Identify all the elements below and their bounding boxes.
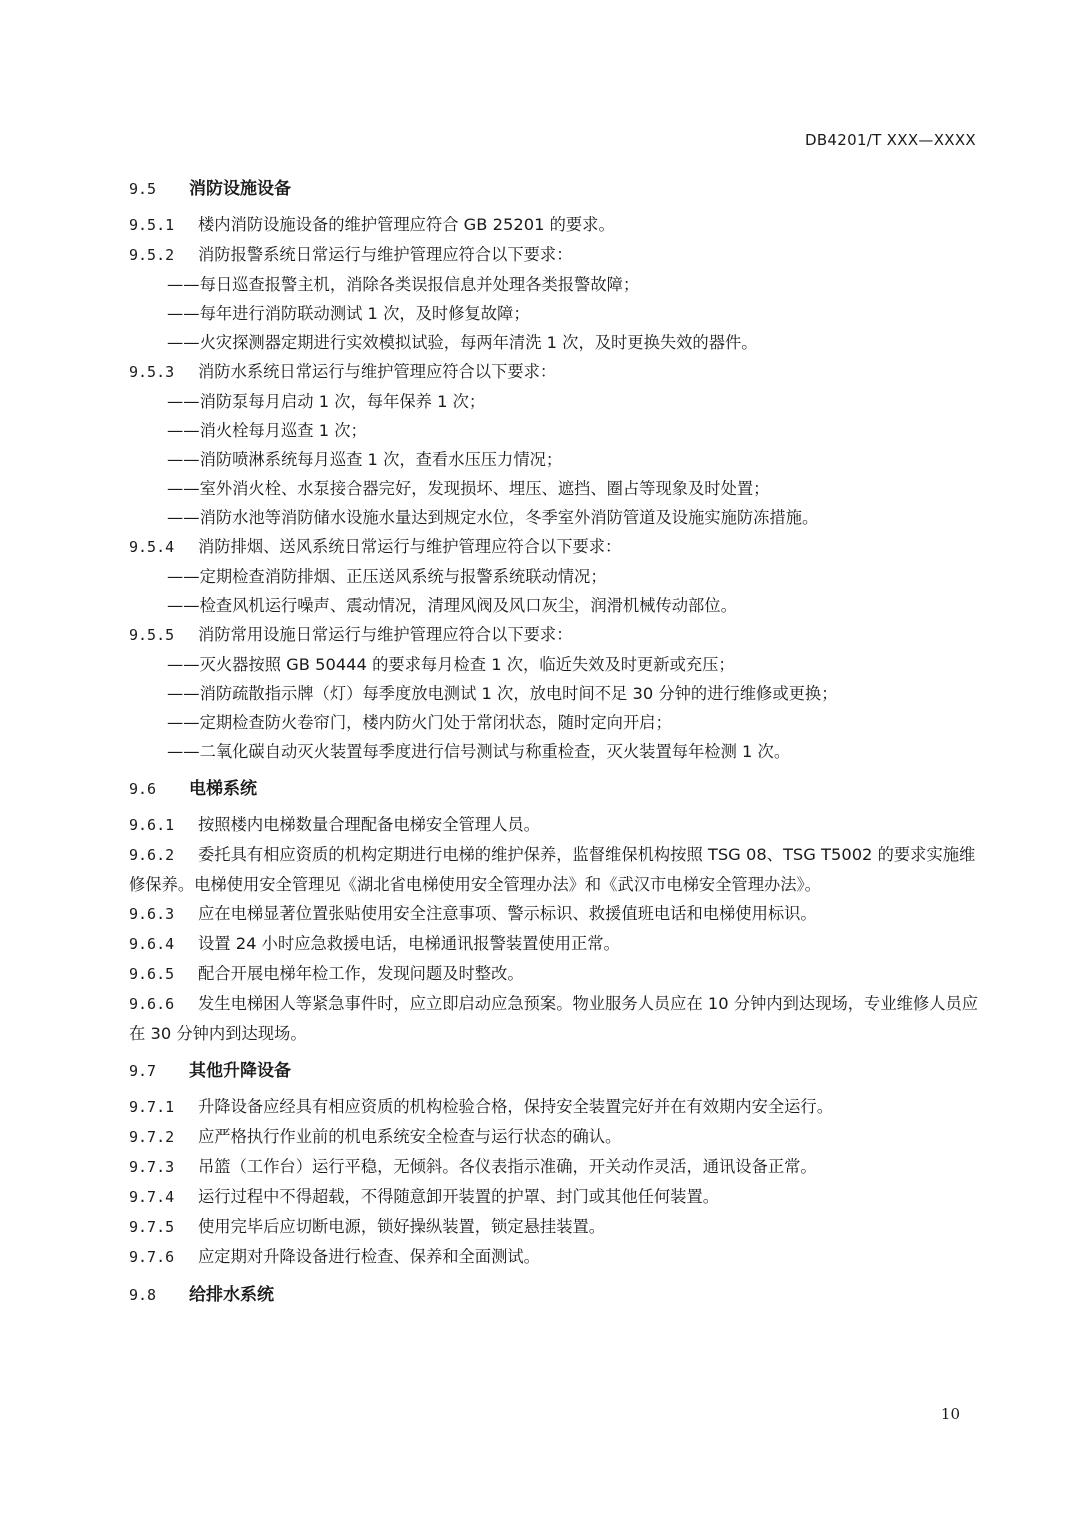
clause-text: 设置 24 小时应急救援电话，电梯通讯报警装置使用正常。 <box>198 934 620 953</box>
clause-number: 9.7.6 <box>129 1248 175 1266</box>
clause-number: 9.5.2 <box>129 246 175 264</box>
clause-text: 配合开展电梯年检工作，发现问题及时整改。 <box>198 964 524 983</box>
clause-9-6-1 <box>129 810 979 840</box>
section-number: 9.6 <box>129 780 157 798</box>
list-item: ——火灾探测器定期进行实效模拟试验，每两年清洗 1 次，及时更换失效的器件。 <box>167 333 758 352</box>
section-heading-9-7 <box>129 1056 979 1086</box>
list-item: ——消防疏散指示牌（灯）每季度放电测试 1 次，放电时间不足 30 分钟的进行维修或更换； <box>167 684 838 703</box>
section-title: 消防设施设备 <box>189 179 291 199</box>
clause-9-6-2 <box>129 840 979 899</box>
clause-9-5-1 <box>129 210 979 240</box>
clause-text: 运行过程中不得超载，不得随意卸开装置的护罩、封门或其他任何装置。 <box>198 1187 720 1206</box>
section-title: 电梯系统 <box>189 779 257 799</box>
clause-9-6-3 <box>129 899 979 929</box>
clause-9-5-3 <box>129 357 979 387</box>
section-title: 其他升降设备 <box>189 1061 291 1081</box>
clause-number: 9.6.2 <box>129 846 175 864</box>
clause-number: 9.6.5 <box>129 965 175 983</box>
section-heading-9-6 <box>129 774 979 804</box>
clause-number: 9.7.1 <box>129 1098 175 1116</box>
clause-9-7-3 <box>129 1152 979 1182</box>
section-title: 给排水系统 <box>189 1285 274 1305</box>
clause-text: 消防常用设施日常运行与维护管理应符合以下要求： <box>198 625 573 644</box>
list-item: ——消防喷淋系统每月巡查 1 次，查看水压压力情况； <box>167 450 563 469</box>
clause-text: 升降设备应经具有相应资质的机构检验合格，保持安全装置完好并在有效期内安全运行。 <box>198 1097 833 1116</box>
clause-9-7-2 <box>129 1122 979 1152</box>
list-item: ——消火栓每月巡查 1 次； <box>167 421 367 440</box>
list-item: ——定期检查防火卷帘门，楼内防火门处于常闭状态，随时定向开启； <box>167 713 672 732</box>
section-number: 9.5 <box>129 180 157 198</box>
document-code: DB4201/T XXX—XXXX <box>804 131 976 149</box>
list-item: ——定期检查消防排烟、正压送风系统与报警系统联动情况； <box>167 567 607 586</box>
clause-9-5-2 <box>129 240 979 270</box>
clause-9-6-6 <box>129 989 979 1048</box>
list-item: ——二氧化碳自动灭火装置每季度进行信号测试与称重检查，灭火装置每年检测 1 次。 <box>167 742 791 761</box>
clause-number: 9.7.3 <box>129 1158 175 1176</box>
clause-number: 9.5.3 <box>129 363 175 381</box>
list-item: ——每年进行消防联动测试 1 次，及时修复故障； <box>167 304 530 323</box>
clause-number: 9.6.4 <box>129 935 175 953</box>
list-item: ——每日巡查报警主机，消除各类误报信息并处理各类报警故障； <box>167 275 640 294</box>
section-heading-9-8 <box>129 1280 979 1310</box>
clause-9-6-4 <box>129 929 979 959</box>
clause-text: 委托具有相应资质的机构定期进行电梯的维护保养，监督维保机构按照 TSG 08、TSG T5002 的要求实施维修保养。电梯使用安全管理见《湖北省电梯使用安全管理办法》和《武汉市电梯安全管理办法》。 <box>129 845 976 894</box>
list-item: ——灭火器按照 GB 50444 的要求每月检查 1 次，临近失效及时更新或充压； <box>167 655 735 674</box>
list-item: ——消防泵每月启动 1 次，每年保养 1 次； <box>167 392 486 411</box>
list-item: ——消防水池等消防储水设施水量达到规定水位，冬季室外消防管道及设施实施防冻措施。 <box>167 508 819 527</box>
clause-text: 消防排烟、送风系统日常运行与维护管理应符合以下要求： <box>198 537 622 556</box>
clause-9-7-6 <box>129 1242 979 1272</box>
clause-text: 楼内消防设施设备的维护管理应符合 GB 25201 的要求。 <box>198 215 615 234</box>
clause-text: 吊篮（工作台）运行平稳，无倾斜。各仪表指示准确，开关动作灵活，通讯设备正常。 <box>198 1157 817 1176</box>
clause-text: 应严格执行作业前的机电系统安全检查与运行状态的确认。 <box>198 1127 622 1146</box>
clause-9-5-5 <box>129 620 979 650</box>
clause-number: 9.5.4 <box>129 538 175 556</box>
clause-9-7-4 <box>129 1182 979 1212</box>
clause-number: 9.5.1 <box>129 216 175 234</box>
clause-number: 9.7.2 <box>129 1128 175 1146</box>
list-item: ——室外消火栓、水泵接合器完好，发现损坏、埋压、遮挡、圈占等现象及时处置； <box>167 479 770 498</box>
clause-text: 按照楼内电梯数量合理配备电梯安全管理人员。 <box>198 815 540 834</box>
clause-text: 应定期对升降设备进行检查、保养和全面测试。 <box>198 1247 540 1266</box>
clause-text: 消防水系统日常运行与维护管理应符合以下要求： <box>198 362 557 381</box>
clause-text: 发生电梯困人等紧急事件时，应立即启动应急预案。物业服务人员应在 10 分钟内到达现场，专业维修人员应在 30 分钟内到达现场。 <box>129 994 979 1043</box>
section-number: 9.8 <box>129 1286 157 1304</box>
clause-number: 9.6.1 <box>129 816 175 834</box>
clause-9-7-1 <box>129 1092 979 1122</box>
clause-9-7-5 <box>129 1212 979 1242</box>
section-number: 9.7 <box>129 1062 157 1080</box>
document-body <box>129 172 979 1316</box>
clause-number: 9.7.5 <box>129 1218 175 1236</box>
clause-number: 9.5.5 <box>129 626 175 644</box>
clause-number: 9.7.4 <box>129 1188 175 1206</box>
clause-number: 9.6.6 <box>129 995 175 1013</box>
page-number: 10 <box>940 1405 960 1423</box>
list-item: ——检查风机运行噪声、震动情况，清理风阀及风口灰尘，润滑机械传动部位。 <box>167 596 737 615</box>
clause-text: 应在电梯显著位置张贴使用安全注意事项、警示标识、救援值班电话和电梯使用标识。 <box>198 904 817 923</box>
clause-text: 使用完毕后应切断电源，锁好操纵装置，锁定悬挂装置。 <box>198 1217 606 1236</box>
clause-text: 消防报警系统日常运行与维护管理应符合以下要求： <box>198 245 573 264</box>
clause-9-5-4 <box>129 532 979 562</box>
section-heading-9-5 <box>129 174 979 204</box>
clause-number: 9.6.3 <box>129 905 175 923</box>
clause-9-6-5 <box>129 959 979 989</box>
